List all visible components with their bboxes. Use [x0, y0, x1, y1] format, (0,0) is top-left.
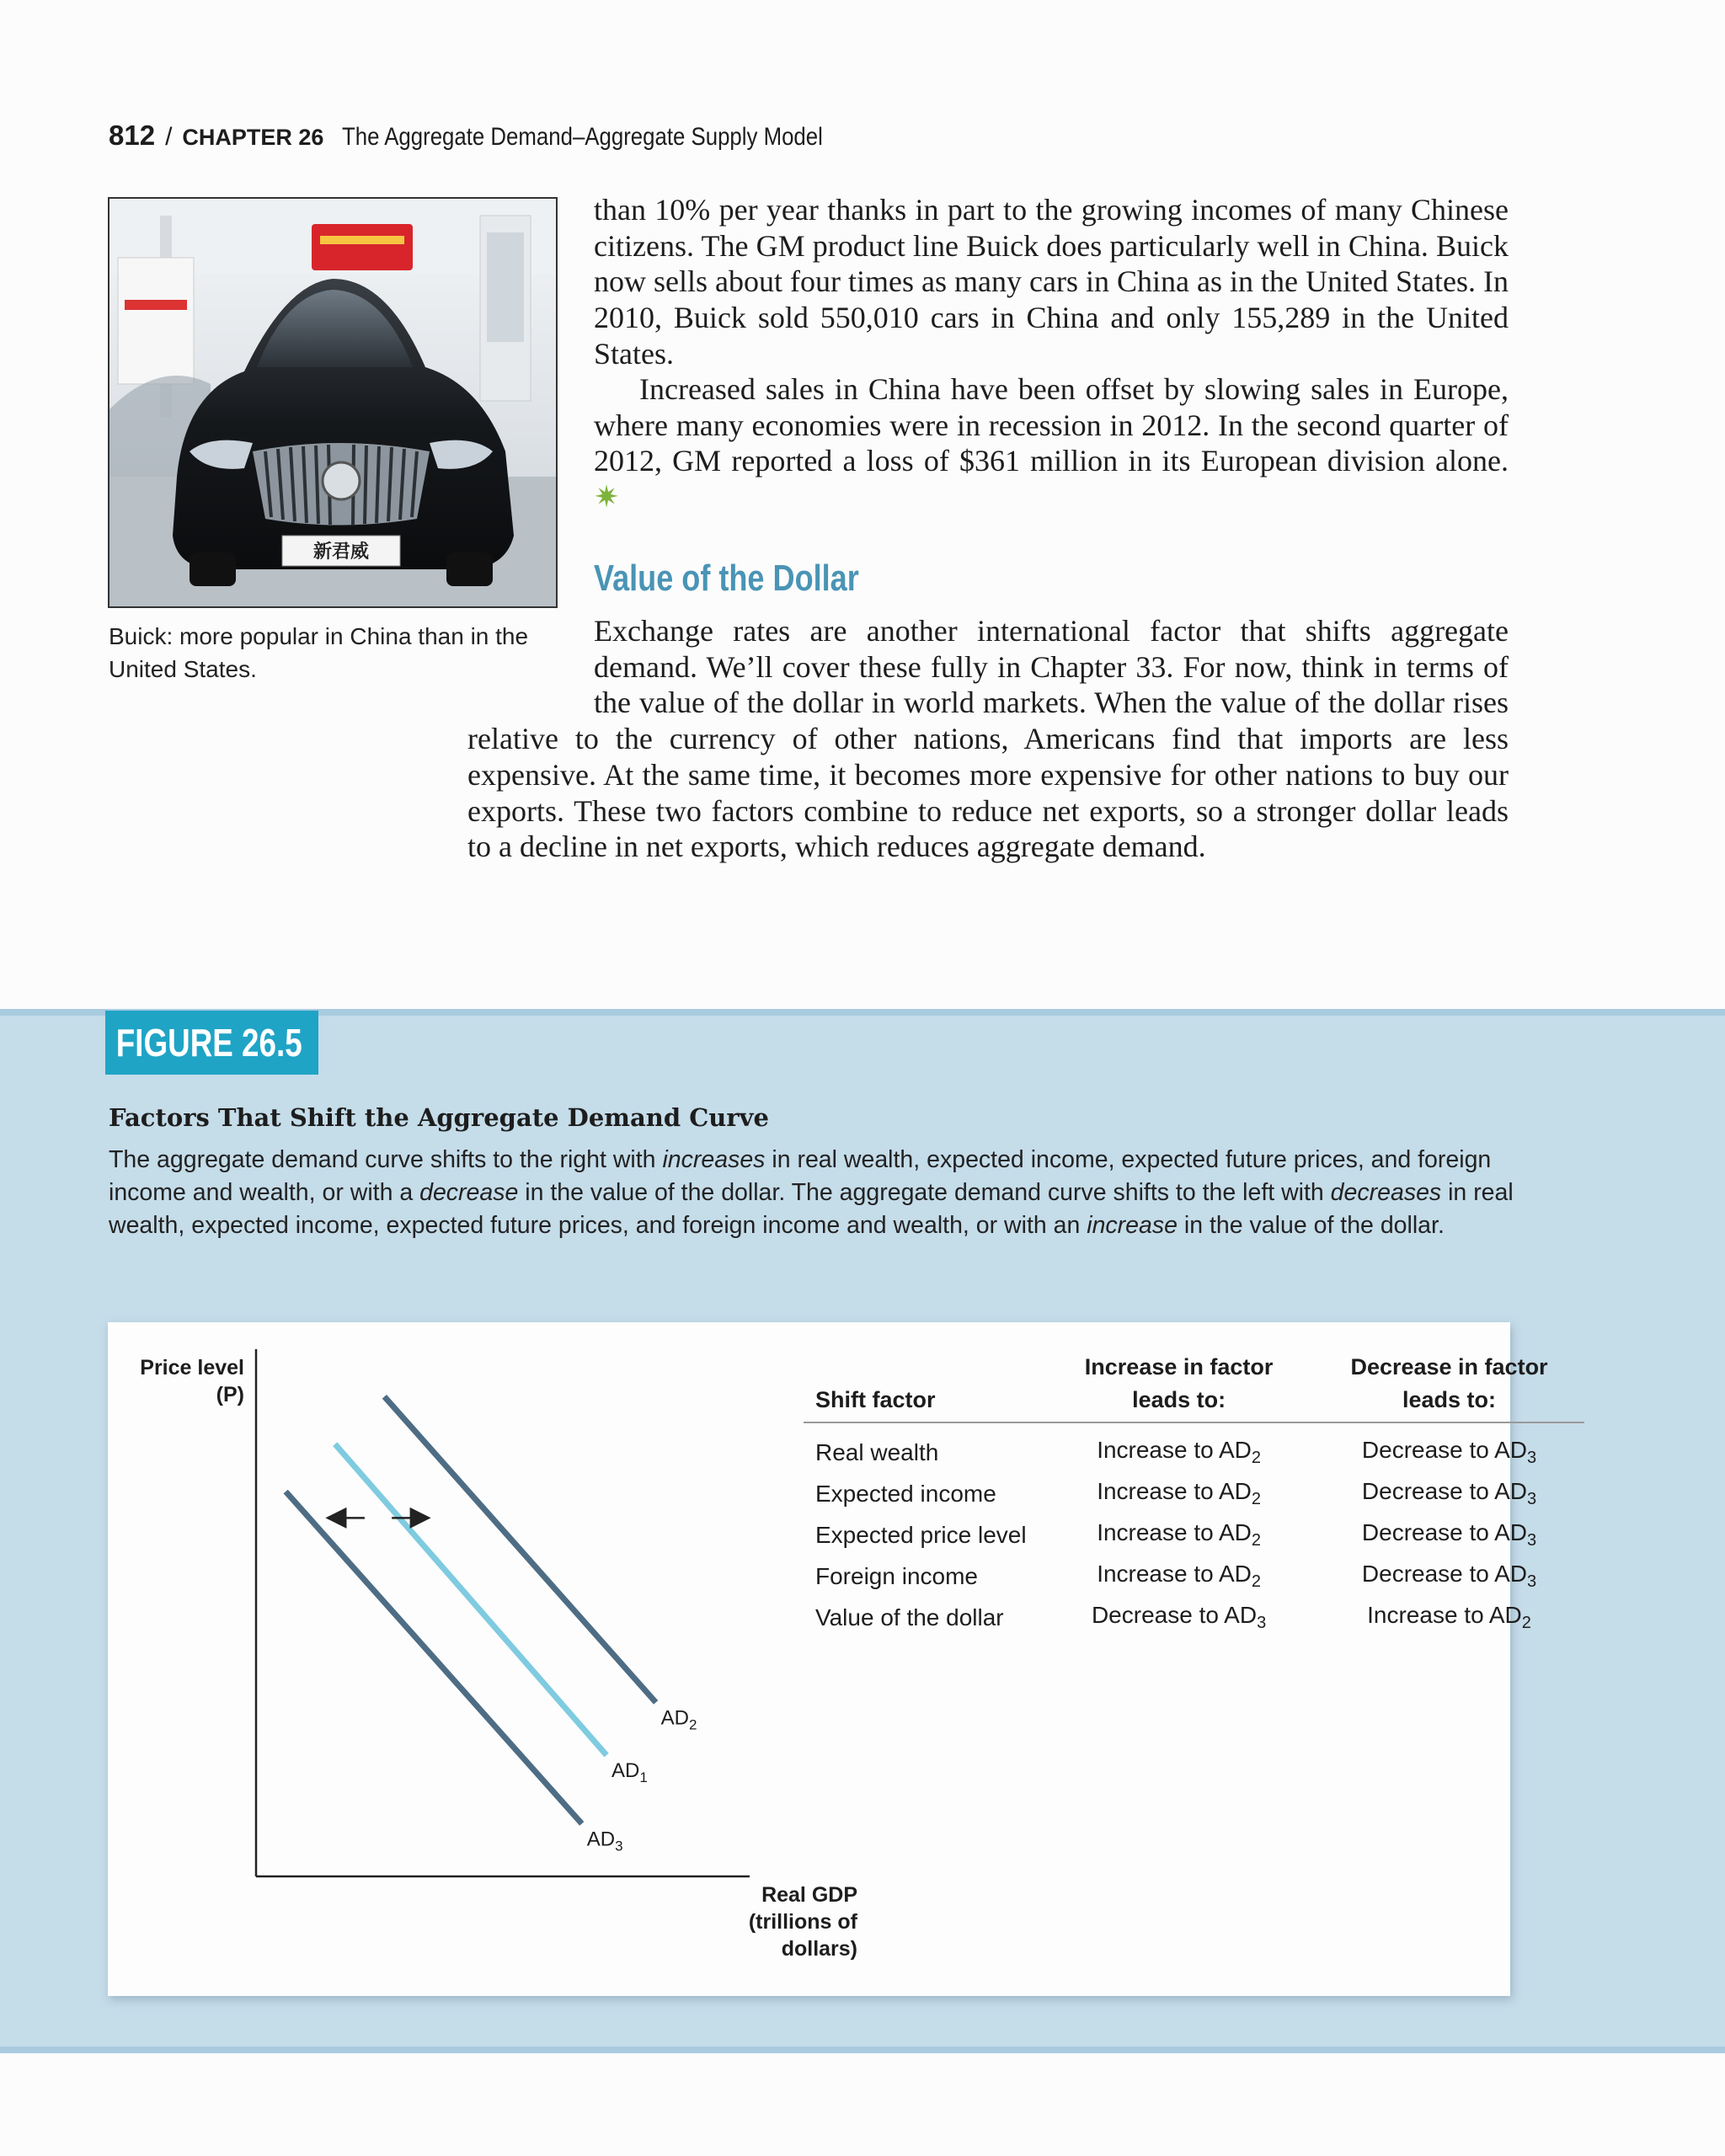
x-axis-label-line: dollars): [781, 1937, 857, 1961]
y-axis-label-line: (P): [216, 1383, 244, 1406]
ad1-label: $AD_1$: [611, 1759, 648, 1786]
table-header-row: [804, 1351, 1584, 1422]
desc-part: in the value of the dollar. The aggregate demand curve shifts to the left with: [518, 1179, 1331, 1206]
cell-decrease-effect: Decrease to $AD_3$: [1361, 1561, 1537, 1591]
cell-factor: Foreign income: [815, 1562, 978, 1589]
para3-text: Exchange rates are another international factor that shifts aggregate demand. We’ll cover these fully in Chapter 33. For now, think in terms of the value of the dollar in world markets. When the value of the dollar rises relative to the currency of other nations, Americans find that imports are less expensive. At the same time, it becomes more expensive for other nations to buy our exports. These two factors combine to reduce net exports, so a stronger dollar leads to a decline in net exports, which reduces aggregate demand.: [467, 614, 1509, 864]
cell-increase-effect: Increase to $AD_2$: [1097, 1478, 1261, 1508]
table-row: [804, 1556, 1584, 1597]
cell-increase-effect: Increase to $AD_2$: [1097, 1519, 1261, 1550]
body-paragraph-1: [594, 192, 1509, 372]
body-paragraph-3: [467, 613, 1509, 865]
para1-text: than 10% per year thanks in part to the growing incomes of many Chinese citizens. The GM product line Buick does particularly well in China. Buick now sells about four times as many cars in China as in the United States. In 2010, Buick sold 550,010 cars in China and only 155,289 in the United States.: [594, 193, 1509, 371]
buick-car-image: [109, 199, 556, 606]
cell-factor: Real wealth: [815, 1438, 939, 1465]
body-paragraph-2: [594, 371, 1509, 515]
chapter-title: The Aggregate Demand–Aggregate Supply Model: [342, 123, 824, 151]
shift-factor-table: [804, 1351, 1584, 1638]
ad3-label: $AD_3$: [586, 1828, 623, 1854]
cell-factor: Value of the dollar: [815, 1604, 1004, 1630]
cell-increase-effect: Increase to $AD_2$: [1097, 1561, 1261, 1591]
cell-increase-effect: Decrease to $AD_3$: [1091, 1602, 1267, 1632]
desc-part: in real wealth, expected income, expected future prices, and foreign income and wealth, or with a: [109, 1146, 1492, 1206]
photo-caption: Buick: more popular in China than in the United States.: [109, 623, 529, 682]
page-number: 812: [109, 120, 156, 151]
desc-emphasis: increase: [1087, 1212, 1178, 1239]
desc-emphasis: decrease: [419, 1179, 519, 1206]
cell-decrease-effect: Increase to $AD_2$: [1367, 1602, 1531, 1632]
running-header: [109, 120, 901, 152]
table-row: [804, 1422, 1584, 1473]
end-mark-icon: ✷: [594, 480, 620, 515]
plate-text: 新君威: [312, 542, 370, 563]
cell-decrease-effect: Decrease to $AD_3$: [1361, 1437, 1537, 1467]
buick-photo: [108, 197, 558, 608]
header-decrease: Decrease in factor leads to:: [1314, 1351, 1584, 1422]
figure-title: Factors That Shift the Aggregate Demand Curve: [109, 1103, 769, 1132]
desc-emphasis: increases: [662, 1146, 766, 1173]
section-title: Value of the Dollar: [594, 558, 859, 599]
header-separator: /: [165, 123, 173, 151]
figure-label-text: FIGURE 26.5: [115, 1021, 302, 1065]
x-axis-label-line: Real GDP: [761, 1883, 857, 1907]
y-axis-label-line: Price level: [140, 1356, 244, 1380]
cell-decrease-effect: Decrease to $AD_3$: [1361, 1519, 1537, 1550]
figure-description: [109, 1144, 1524, 1242]
cell-increase-effect: Increase to $AD_2$: [1097, 1437, 1261, 1467]
chapter-label: CHAPTER 26: [182, 125, 324, 150]
cell-decrease-effect: Decrease to $AD_3$: [1361, 1478, 1537, 1508]
desc-part: in real wealth, expected income, expected future prices, and foreign income and wealth, or with an: [109, 1179, 1514, 1239]
figure-panel: [108, 1322, 1548, 1996]
cell-factor: Expected price level: [815, 1521, 1027, 1548]
ad2-label: $AD_2$: [660, 1706, 697, 1733]
figure-label: [105, 1011, 318, 1075]
ad3-curve: [286, 1492, 582, 1823]
header-increase: Increase in factor leads to:: [1044, 1351, 1314, 1422]
desc-part: The aggregate demand curve shifts to the right with: [109, 1146, 663, 1173]
x-axis-label-line: (trillions of: [748, 1910, 857, 1934]
cell-factor: Expected income: [815, 1480, 996, 1507]
caption-wrap-space: [467, 613, 594, 721]
ad-shift-chart: [108, 1322, 782, 1996]
header-shift-factor: Shift factor: [804, 1351, 1044, 1422]
table-row: [804, 1473, 1584, 1514]
desc-emphasis: decreases: [1330, 1179, 1442, 1206]
para2-text: Increased sales in China have been offset by slowing sales in Europe, where many economies were in recession in 2012. In the second quarter of 2012, GM reported a loss of $361 million in its European division alone.: [594, 372, 1509, 478]
desc-part: in the value of the dollar.: [1177, 1212, 1445, 1239]
table-row: [804, 1597, 1584, 1638]
table-row: [804, 1514, 1584, 1556]
